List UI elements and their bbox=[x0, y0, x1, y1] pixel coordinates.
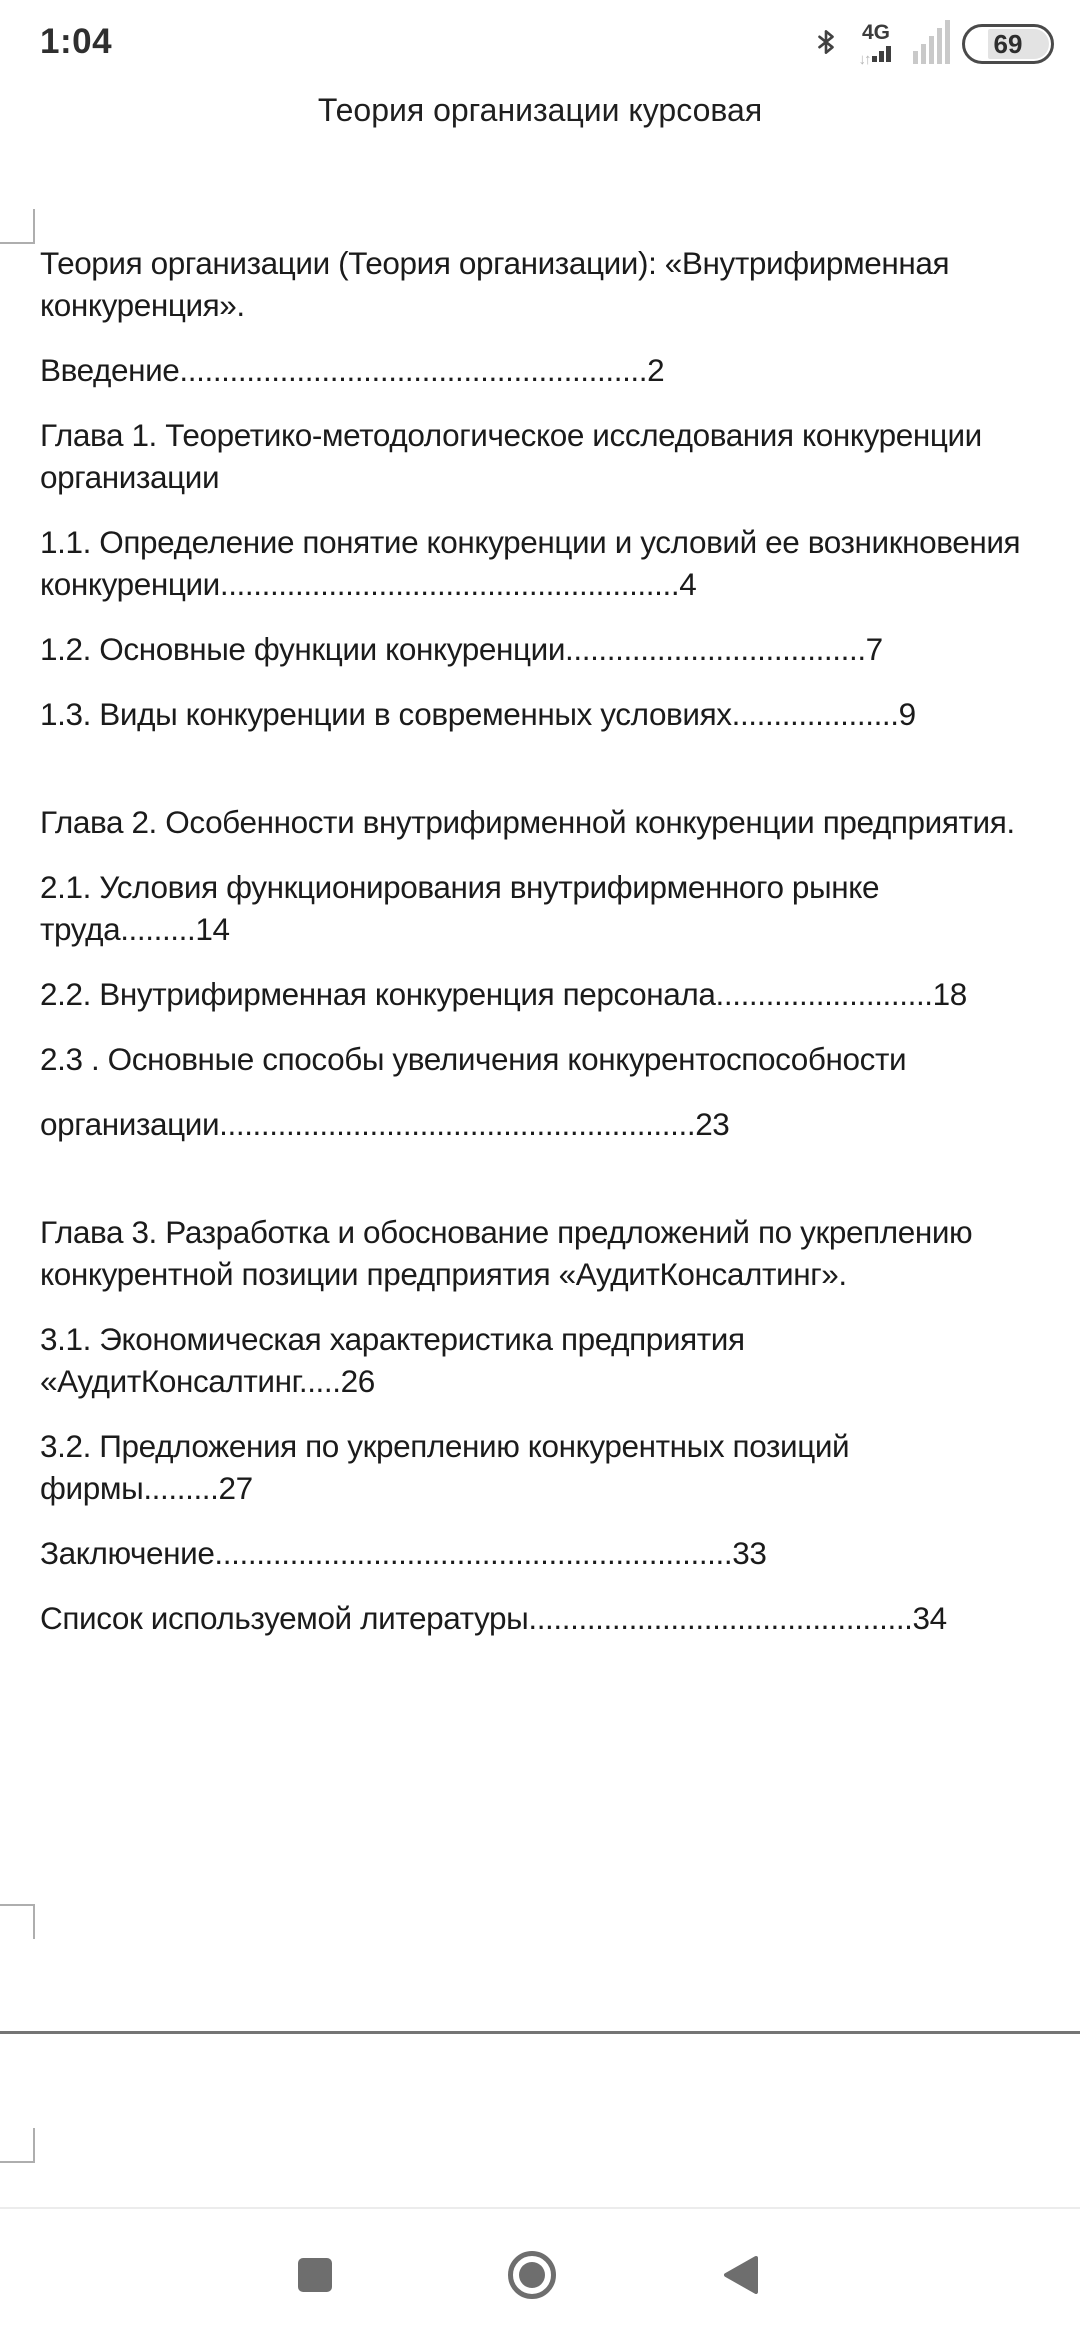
toc-line: организации.........................................................23 bbox=[40, 1106, 730, 1142]
network-type-label: 4G bbox=[861, 20, 890, 44]
toc-line: 2.3 . Основные способы увеличения конкурентоспособности bbox=[40, 1041, 907, 1077]
toc-line: Список используемой литературы..............................................34 bbox=[40, 1600, 947, 1636]
toc-line: 3.1. Экономическая характеристика предприятия bbox=[40, 1321, 745, 1357]
toc-line: организации bbox=[40, 459, 220, 495]
toc-line: «АудитКонсалтинг.....26 bbox=[40, 1363, 375, 1399]
page2-corner-mark-top-left bbox=[0, 2161, 35, 2163]
toc-paragraph bbox=[40, 1211, 1045, 1295]
back-button[interactable] bbox=[724, 2256, 758, 2294]
bluetooth-icon bbox=[813, 24, 839, 65]
toc-line: конкуренция». bbox=[40, 287, 245, 323]
home-button[interactable] bbox=[508, 2251, 556, 2299]
recents-button[interactable] bbox=[298, 2258, 332, 2292]
toc-line: фирмы.........27 bbox=[40, 1470, 253, 1506]
page-title: Теория организации курсовая bbox=[317, 92, 763, 128]
toc-paragraph bbox=[40, 1425, 1045, 1509]
document-page[interactable] bbox=[40, 242, 1045, 1662]
navigation-bar bbox=[0, 2209, 1080, 2340]
page-corner-mark-bottom-left bbox=[0, 1904, 35, 1906]
signal-strength-icon bbox=[872, 44, 894, 67]
toc-paragraph bbox=[40, 414, 1045, 498]
toc-paragraph bbox=[40, 866, 1045, 950]
signal-arrows-icon: ↓↑ bbox=[858, 50, 870, 68]
toc-line: Глава 1. Теоретико-методологическое исследования конкуренции bbox=[40, 417, 982, 453]
toc-line: труда.........14 bbox=[40, 911, 230, 947]
toc-line: Введение........................................................2 bbox=[40, 352, 665, 388]
back-icon bbox=[724, 2256, 758, 2294]
toc-paragraph bbox=[40, 242, 1045, 326]
clock: 1:04 bbox=[40, 22, 113, 61]
toc-line: Теория организации (Теория организации): «Внутрифирменная bbox=[40, 245, 950, 281]
toc-paragraph bbox=[40, 1597, 1045, 1639]
toc-paragraph bbox=[40, 1318, 1045, 1402]
page-corner-mark-top-left bbox=[0, 242, 35, 244]
home-icon bbox=[519, 2262, 545, 2288]
toc-paragraph bbox=[40, 521, 1045, 605]
page-corner-mark-bottom-left-arm bbox=[33, 1904, 35, 1939]
network-indicator bbox=[850, 22, 902, 67]
toc-line: Глава 2. Особенности внутрифирменной конкуренции предприятия. bbox=[40, 804, 1015, 840]
toc-paragraph bbox=[40, 628, 1045, 670]
toc-line: 2.2. Внутрифирменная конкуренция персонала..........................18 bbox=[40, 976, 967, 1012]
battery-percent: 69 bbox=[993, 28, 1023, 59]
toc-line: Глава 3. Разработка и обоснование предложений по укреплению bbox=[40, 1214, 973, 1250]
page-separator bbox=[0, 2031, 1080, 2034]
toc-line: конкуренции.......................................................4 bbox=[40, 566, 697, 602]
toc-line: Заключение..............................................................33 bbox=[40, 1535, 767, 1571]
toc-line: 1.1. Определение понятие конкуренции и условий ее возникновения bbox=[40, 524, 1021, 560]
toc-line: 1.3. Виды конкуренции в современных условиях....................9 bbox=[40, 696, 916, 732]
signal-bars-icon bbox=[913, 20, 951, 69]
toc-paragraph bbox=[40, 349, 1045, 391]
toc-line: 1.2. Основные функции конкуренции....................................7 bbox=[40, 631, 883, 667]
toc-paragraph bbox=[40, 801, 1045, 843]
page-corner-mark-top-left-arm bbox=[33, 209, 35, 244]
toc-paragraph bbox=[40, 693, 1045, 735]
toc-paragraph bbox=[40, 973, 1045, 1015]
toc-paragraph bbox=[40, 1103, 1045, 1145]
toc-line: 2.1. Условия функционирования внутрифирменного рынке bbox=[40, 869, 880, 905]
toc-line: 3.2. Предложения по укреплению конкурентных позиций bbox=[40, 1428, 850, 1464]
battery-icon bbox=[962, 24, 1054, 64]
page2-corner-mark-top-left-arm bbox=[33, 2128, 35, 2163]
toc-paragraph bbox=[40, 1038, 1045, 1080]
toc-line: конкурентной позиции предприятия «АудитКонсалтинг». bbox=[40, 1256, 847, 1292]
status-bar bbox=[0, 0, 1080, 80]
toc-paragraph bbox=[40, 1532, 1045, 1574]
status-icons bbox=[813, 18, 1054, 70]
